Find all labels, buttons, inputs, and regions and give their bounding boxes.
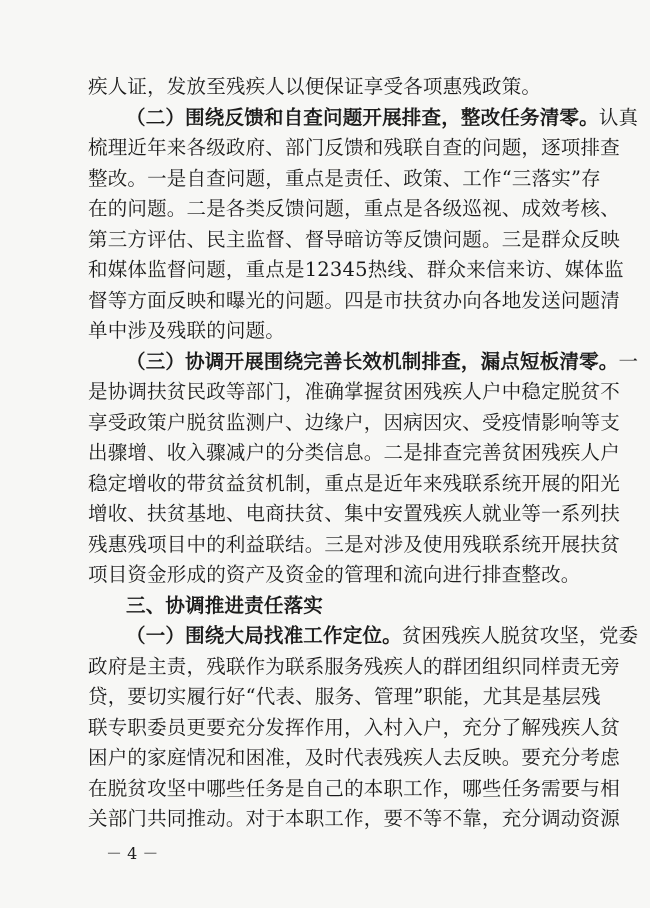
chapter-heading [126, 591, 323, 621]
line-21 [88, 682, 601, 712]
line-text: 增收、扶贫基地、电商扶贫、集中安置残疾人就业等一系列扶 [88, 502, 620, 525]
line-04 [88, 164, 601, 194]
line-text: 梳理近年来各级政府、部门反馈和残联自查的问题，逐项排查 [88, 136, 620, 159]
line-01 [88, 72, 541, 102]
line-text: 整改。一是自查问题，重点是责任、政策、工作“三落实”存 [88, 166, 601, 190]
line-text: 联专职委员更要充分发挥作用，入村入户，充分了解残疾人贫 [88, 715, 620, 739]
line-09 [88, 316, 285, 346]
page-number: － 4 － [106, 844, 159, 863]
line-02 [126, 103, 638, 133]
line-text: 督等方面反映和曝光的问题。四是市扶贫办向各地发送问题清 [88, 288, 620, 312]
line-text: 认真 [598, 105, 639, 129]
line-07 [88, 255, 624, 285]
line-text: 享受政策户脱贫监测户、边缘户，因病因灾、受疫情影响等支 [88, 410, 620, 434]
line-22 [88, 713, 620, 743]
line-text: 单中涉及残联的问题。 [88, 319, 286, 342]
line-text: 是协调扶贫民政等部门，准确掌握贫困残疾人户中稳定脱贫不 [88, 380, 620, 403]
line-text: 第三方评估、民主监督、督导暗访等反馈问题。三是群众反映 [88, 227, 620, 251]
chapter-heading-text: 三、协调推进责任落实 [126, 593, 324, 617]
line-text: 稳定增收的带贫益贫机制，重点是近年来残联系统开展的阳光 [88, 471, 620, 495]
line-03 [88, 133, 620, 163]
line-16 [88, 530, 620, 560]
line-13 [88, 438, 620, 468]
line-23 [88, 743, 620, 773]
line-14 [88, 469, 620, 499]
line-text: 困户的家庭情况和困准，及时代表残疾人去反映。要充分考虑 [88, 746, 620, 769]
line-text: 政府是主责，残联作为联系服务残疾人的群团组织同样责无旁 [88, 654, 620, 678]
line-text: 疾人证，发放至残疾人以便保证享受各项惠残政策。 [88, 75, 542, 98]
line-05 [88, 194, 620, 224]
line-20 [88, 652, 620, 682]
line-text: 在的问题。二是各类反馈问题，重点是各级巡视、成效考核、 [88, 197, 620, 220]
line-text: 出骤增、收入骤减户的分类信息。二是排查完善贫困残疾人户 [88, 441, 620, 464]
line-text: 项目资金形成的资产及资金的管理和流向进行排查整改。 [88, 563, 581, 586]
line-15 [88, 499, 620, 529]
line-text: 贷，要切实履行好“代表、服务、管理”职能，尤其是基层残 [88, 685, 601, 708]
line-text: 一 [618, 349, 639, 373]
section-heading: （二）围绕反馈和自查问题开展排查，整改任务清零。 [126, 105, 599, 129]
line-17 [88, 560, 581, 590]
line-19 [126, 621, 638, 651]
line-24 [88, 774, 620, 804]
line-text: 关部门共同推动。对于本职工作，要不等不靠，充分调动资源 [88, 807, 620, 830]
line-12 [88, 408, 620, 438]
line-11 [88, 377, 620, 407]
line-text: 在脱贫攻坚中哪些任务是自己的本职工作，哪些任务需要与相 [88, 776, 620, 800]
section-heading: （一）围绕大局找准工作定位。 [126, 624, 402, 647]
section-heading: （三）协调开展围绕完善长效机制排查，漏点短板清零。 [126, 349, 619, 373]
line-06 [88, 225, 620, 255]
line-text: 残惠残项目中的利益联结。三是对涉及使用残联系统开展扶贫 [88, 532, 620, 556]
line-25 [88, 804, 620, 834]
line-text: 贫困残疾人脱贫攻坚，党委 [401, 624, 639, 647]
line-10 [126, 347, 638, 377]
line-text: 和媒体监督问题，重点是12345热线、群众来信来访、媒体监 [88, 258, 624, 281]
line-08 [88, 286, 620, 316]
